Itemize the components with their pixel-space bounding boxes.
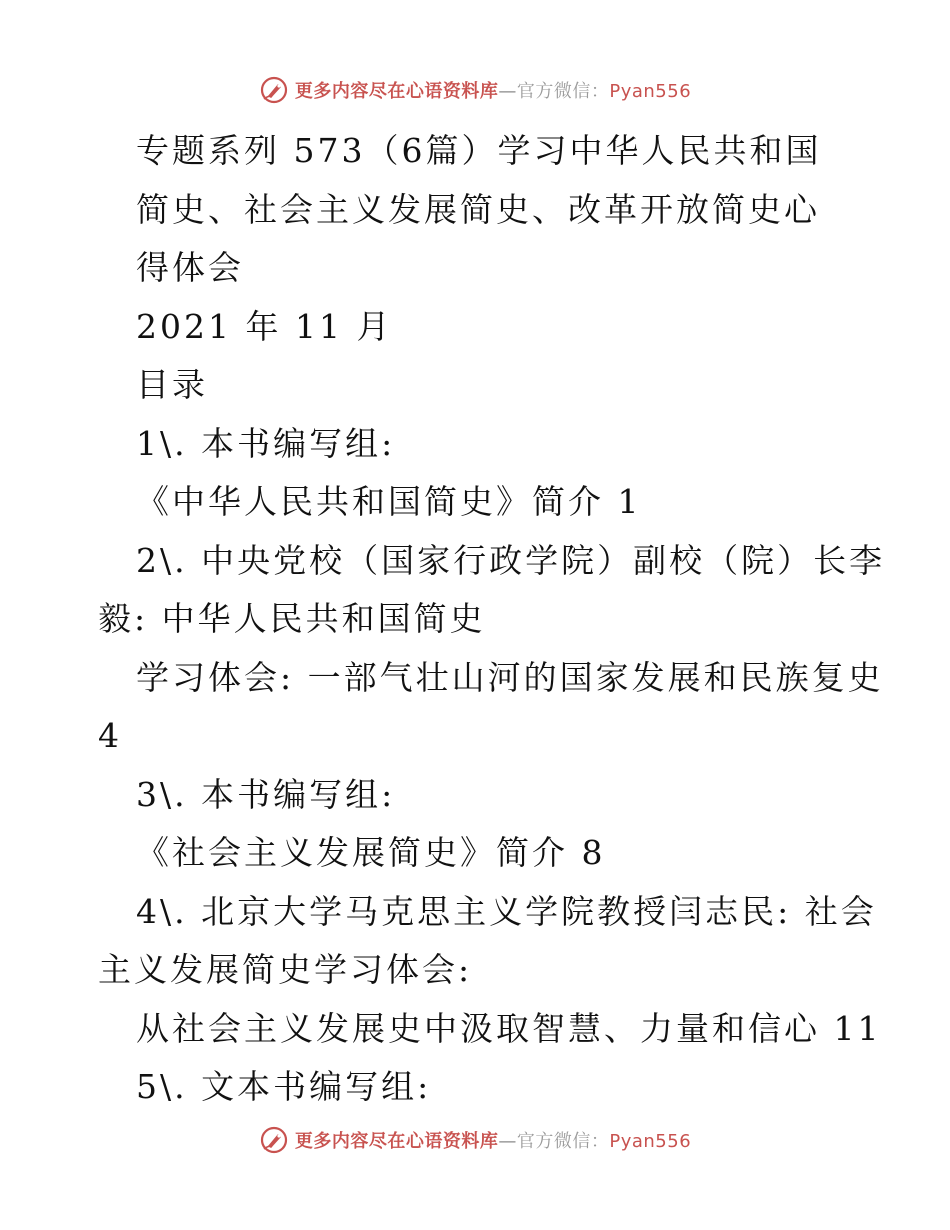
document-line: 得体会 [136,248,244,287]
document-line: 目录 [136,365,208,404]
document-line: 1\. 本书编写组: [136,423,396,463]
watermark-banner-bottom [0,1120,950,1160]
pen-nib-logo-icon [259,75,289,105]
document-line: 毅: 中华人民共和国简史 [98,599,486,638]
document-line: 《社会主义发展简史》简介 8 [136,833,606,872]
watermark-banner-top [0,70,950,110]
document-line: 2\. 中央党校（国家行政学院）副校（院）长李 [136,540,886,580]
document-line: 《中华人民共和国简史》简介 1 [136,482,642,521]
watermark-text: 更多内容尽在心语资料库—官方微信：Pyan556 [294,1131,692,1152]
document-line: 4 [98,716,122,755]
document-line: 简史、社会主义发展简史、改革开放简史心 [136,189,820,229]
pen-nib-logo-icon [259,1125,289,1155]
document-line: 5\. 文本书编写组: [136,1067,432,1106]
document-line: 专题系列 573（6篇）学习中华人民共和国 [136,131,822,170]
watermark-text: 更多内容尽在心语资料库—官方微信：Pyan556 [294,81,692,102]
document-body [98,122,886,1117]
document-line: 主义发展简史学习体会: [98,950,473,989]
document-line: 4\. 北京大学马克思主义学院教授闫志民: 社会 [136,891,877,931]
document-line: 从社会主义发展史中汲取智慧、力量和信心 11 [136,1008,882,1048]
document-line: 3\. 本书编写组: [136,774,396,814]
document-line: 2021 年 11 月 [136,306,393,346]
document-line: 学习体会: 一部气壮山河的国家发展和民族复史 [136,657,884,697]
